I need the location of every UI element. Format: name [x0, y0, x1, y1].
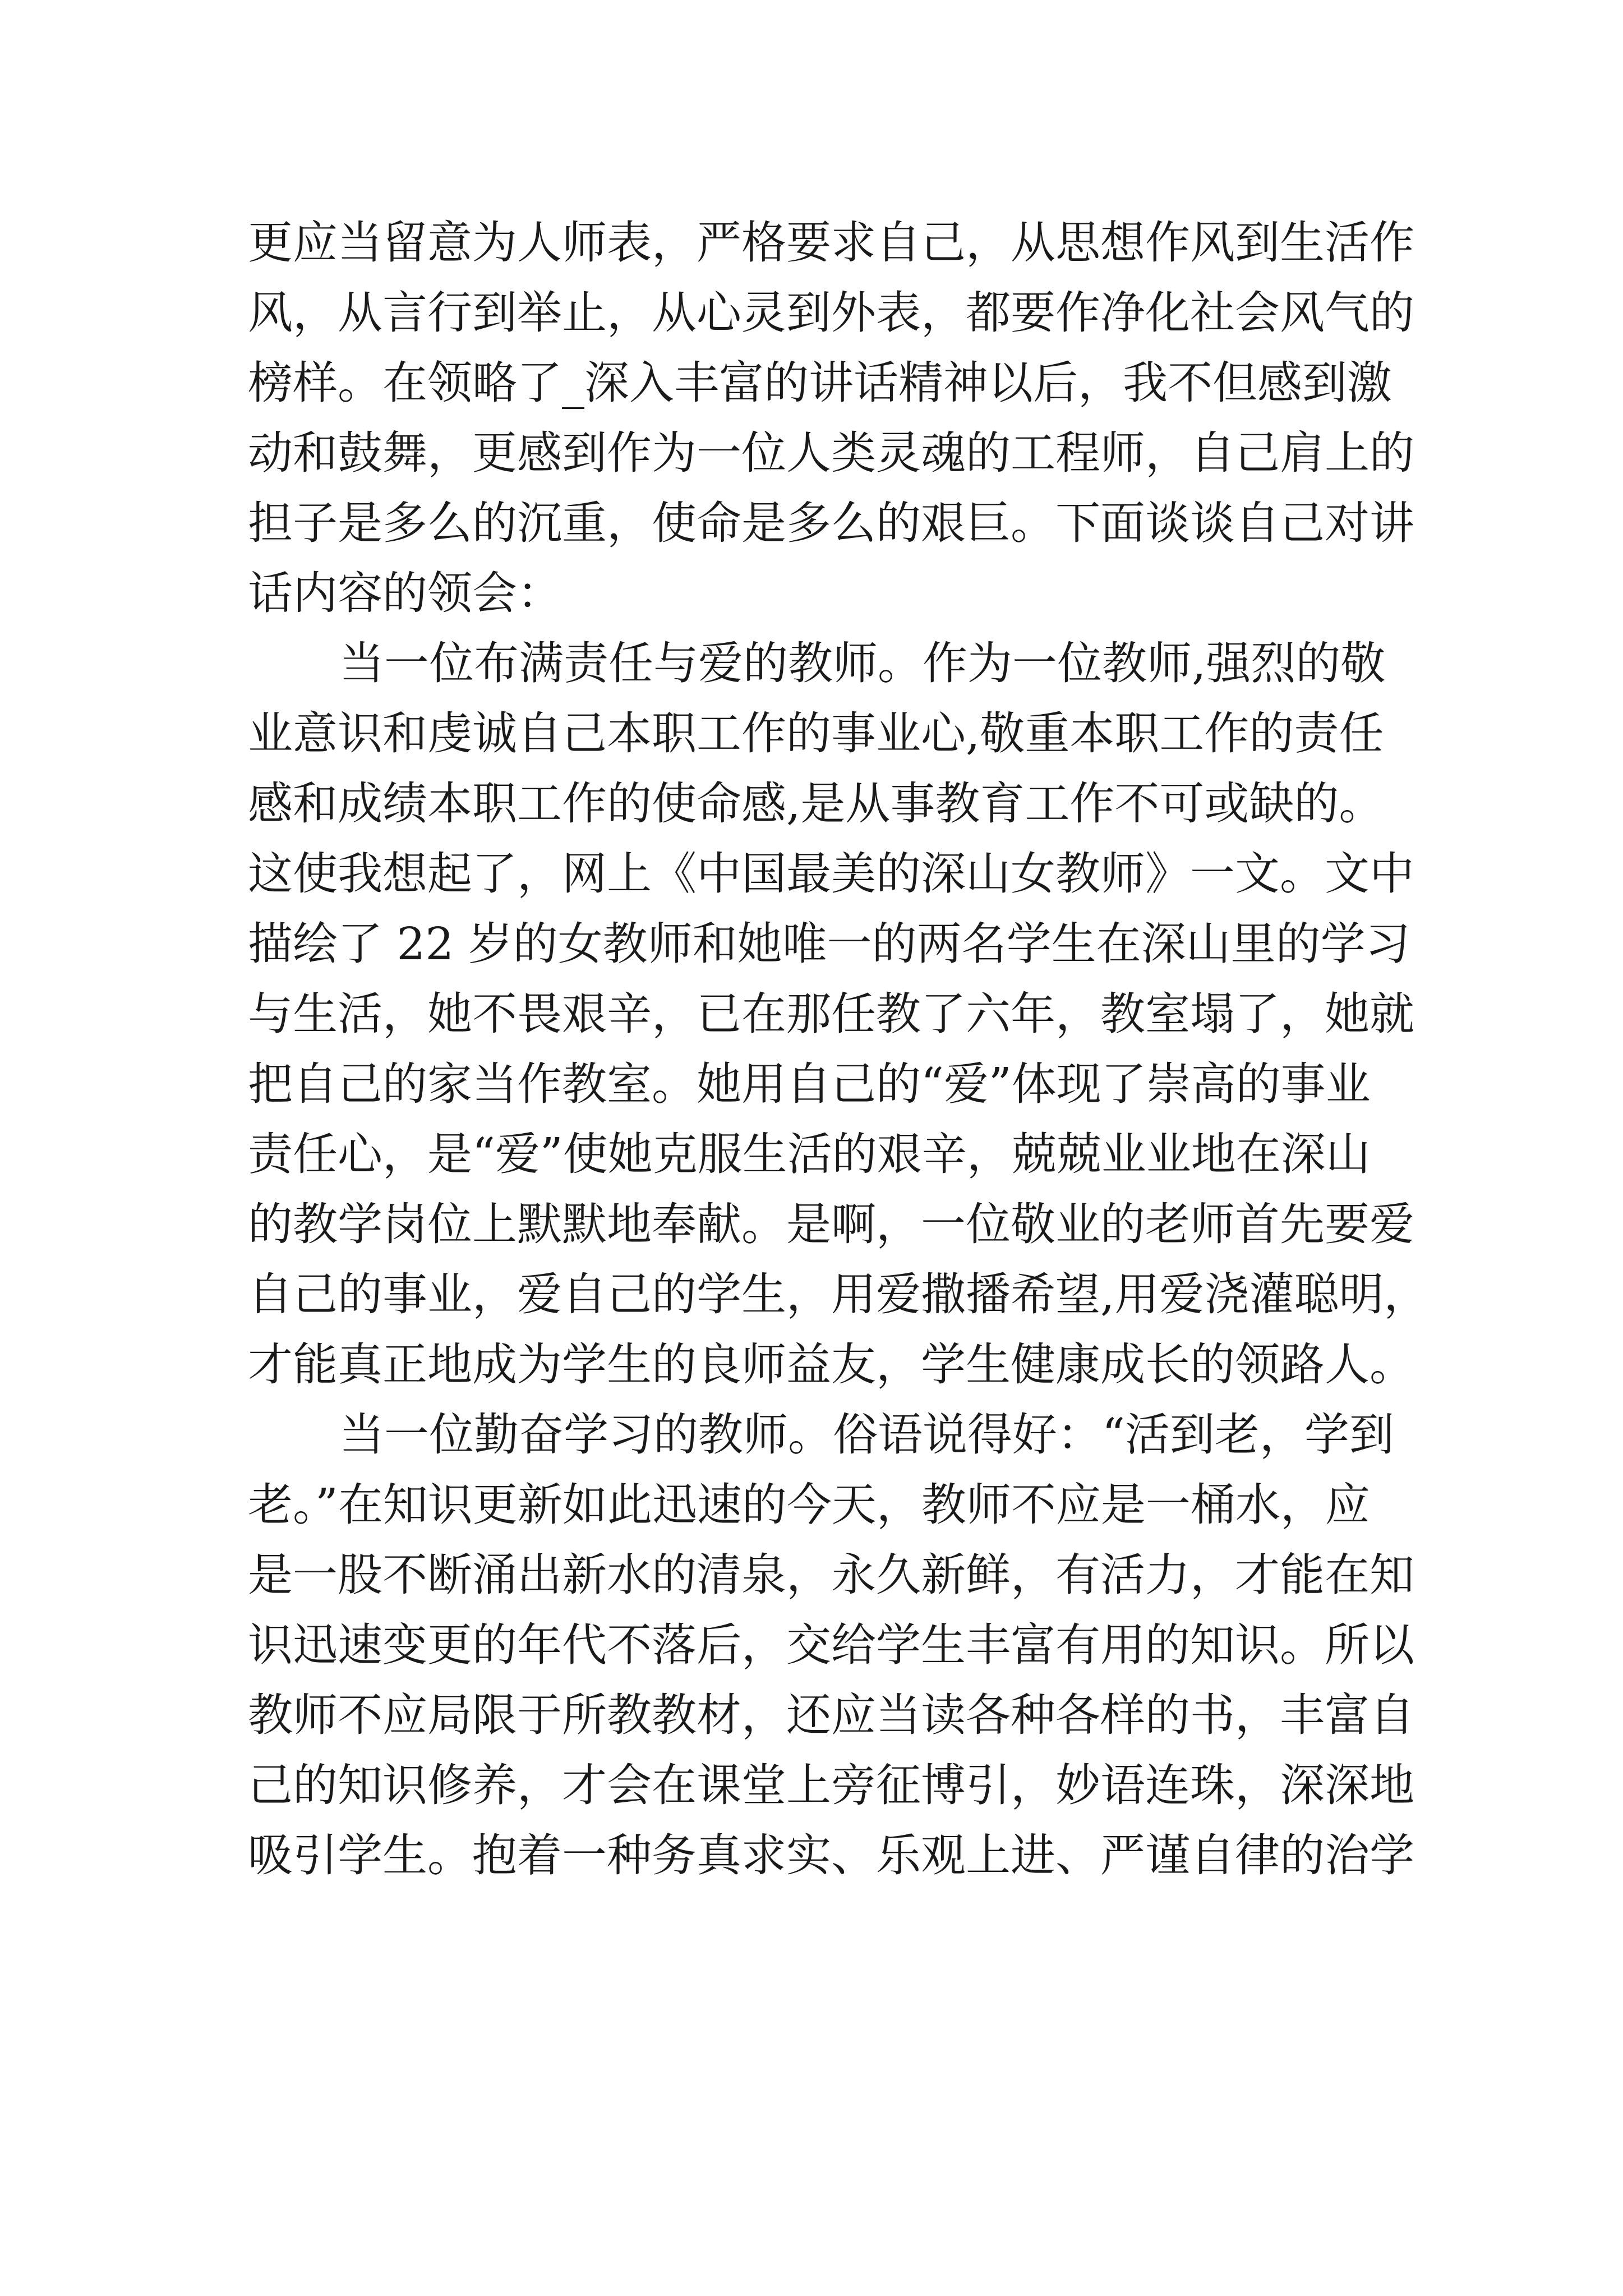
text-line: 吸引学生。抱着一种务真求实、乐观上进、严谨自律的治学	[248, 1829, 1414, 1881]
text-line: 老。”在知识更新如此迅速的今天，教师不应是一桶水，应	[248, 1479, 1370, 1531]
text-line: 才能真正地成为学生的良师益友，学生健康成长的领路人。	[248, 1338, 1414, 1391]
text-line: 责任心，是“爱”使她克服生活的艰辛，兢兢业业地在深山	[248, 1128, 1371, 1180]
text-line: 教师不应局限于所教教材，还应当读各种各样的书，丰富自	[248, 1689, 1414, 1741]
text-line: 这使我想起了，网上《中国最美的深山女教师》一文。文中	[248, 848, 1414, 900]
text-line: 是一股不断涌出新水的清泉，永久新鲜，有活力，才能在知	[248, 1549, 1414, 1601]
text-line: 的教学岗位上默默地奉献。是啊，一位敬业的老师首先要爱	[248, 1198, 1414, 1250]
text-line: 感和成绩本职工作的使命感,是从事教育工作不可或缺的。	[248, 777, 1384, 830]
text-line: 更应当留意为人师表，严格要求自己，从思想作风到生活作	[248, 217, 1414, 269]
text-line: 己的知识修养，才会在课堂上旁征博引，妙语连珠，深深地	[248, 1759, 1414, 1811]
text-line: 把自己的家当作教室。她用自己的“爱”体现了崇高的事业	[248, 1058, 1371, 1110]
text-line: 榜样。在领略了_深入丰富的讲话精神以后，我不但感到激	[248, 357, 1392, 409]
text-line: 业意识和虔诚自己本职工作的事业心,敬重本职工作的责任	[248, 707, 1384, 760]
text-line: 风，从言行到举止，从心灵到外表，都要作净化社会风气的	[248, 287, 1414, 339]
text-line: 担子是多么的沉重，使命是多么的艰巨。下面谈谈自己对讲	[248, 497, 1414, 549]
text-line: 动和鼓舞，更感到作为一位人类灵魂的工程师，自己肩上的	[248, 427, 1414, 479]
text-line: 描绘了 22 岁的女教师和她唯一的两名学生在深山里的学习	[248, 918, 1410, 970]
text-line: 与生活，她不畏艰辛，已在那任教了六年，教室塌了，她就	[248, 988, 1414, 1040]
text-line: 话内容的领会：	[248, 567, 562, 619]
body-text	[248, 208, 1429, 1890]
paragraph-first-line: 当一位布满责任与爱的教师。作为一位教师,强烈的敬	[339, 637, 1386, 689]
text-line: 自己的事业，爱自己的学生，用爱撒播希望,用爱浇灌聪明，	[248, 1268, 1429, 1320]
text-line: 识迅速变更的年代不落后，交给学生丰富有用的知识。所以	[248, 1619, 1414, 1671]
paragraph-first-line: 当一位勤奋学习的教师。俗语说得好：“活到老，学到	[339, 1409, 1394, 1461]
